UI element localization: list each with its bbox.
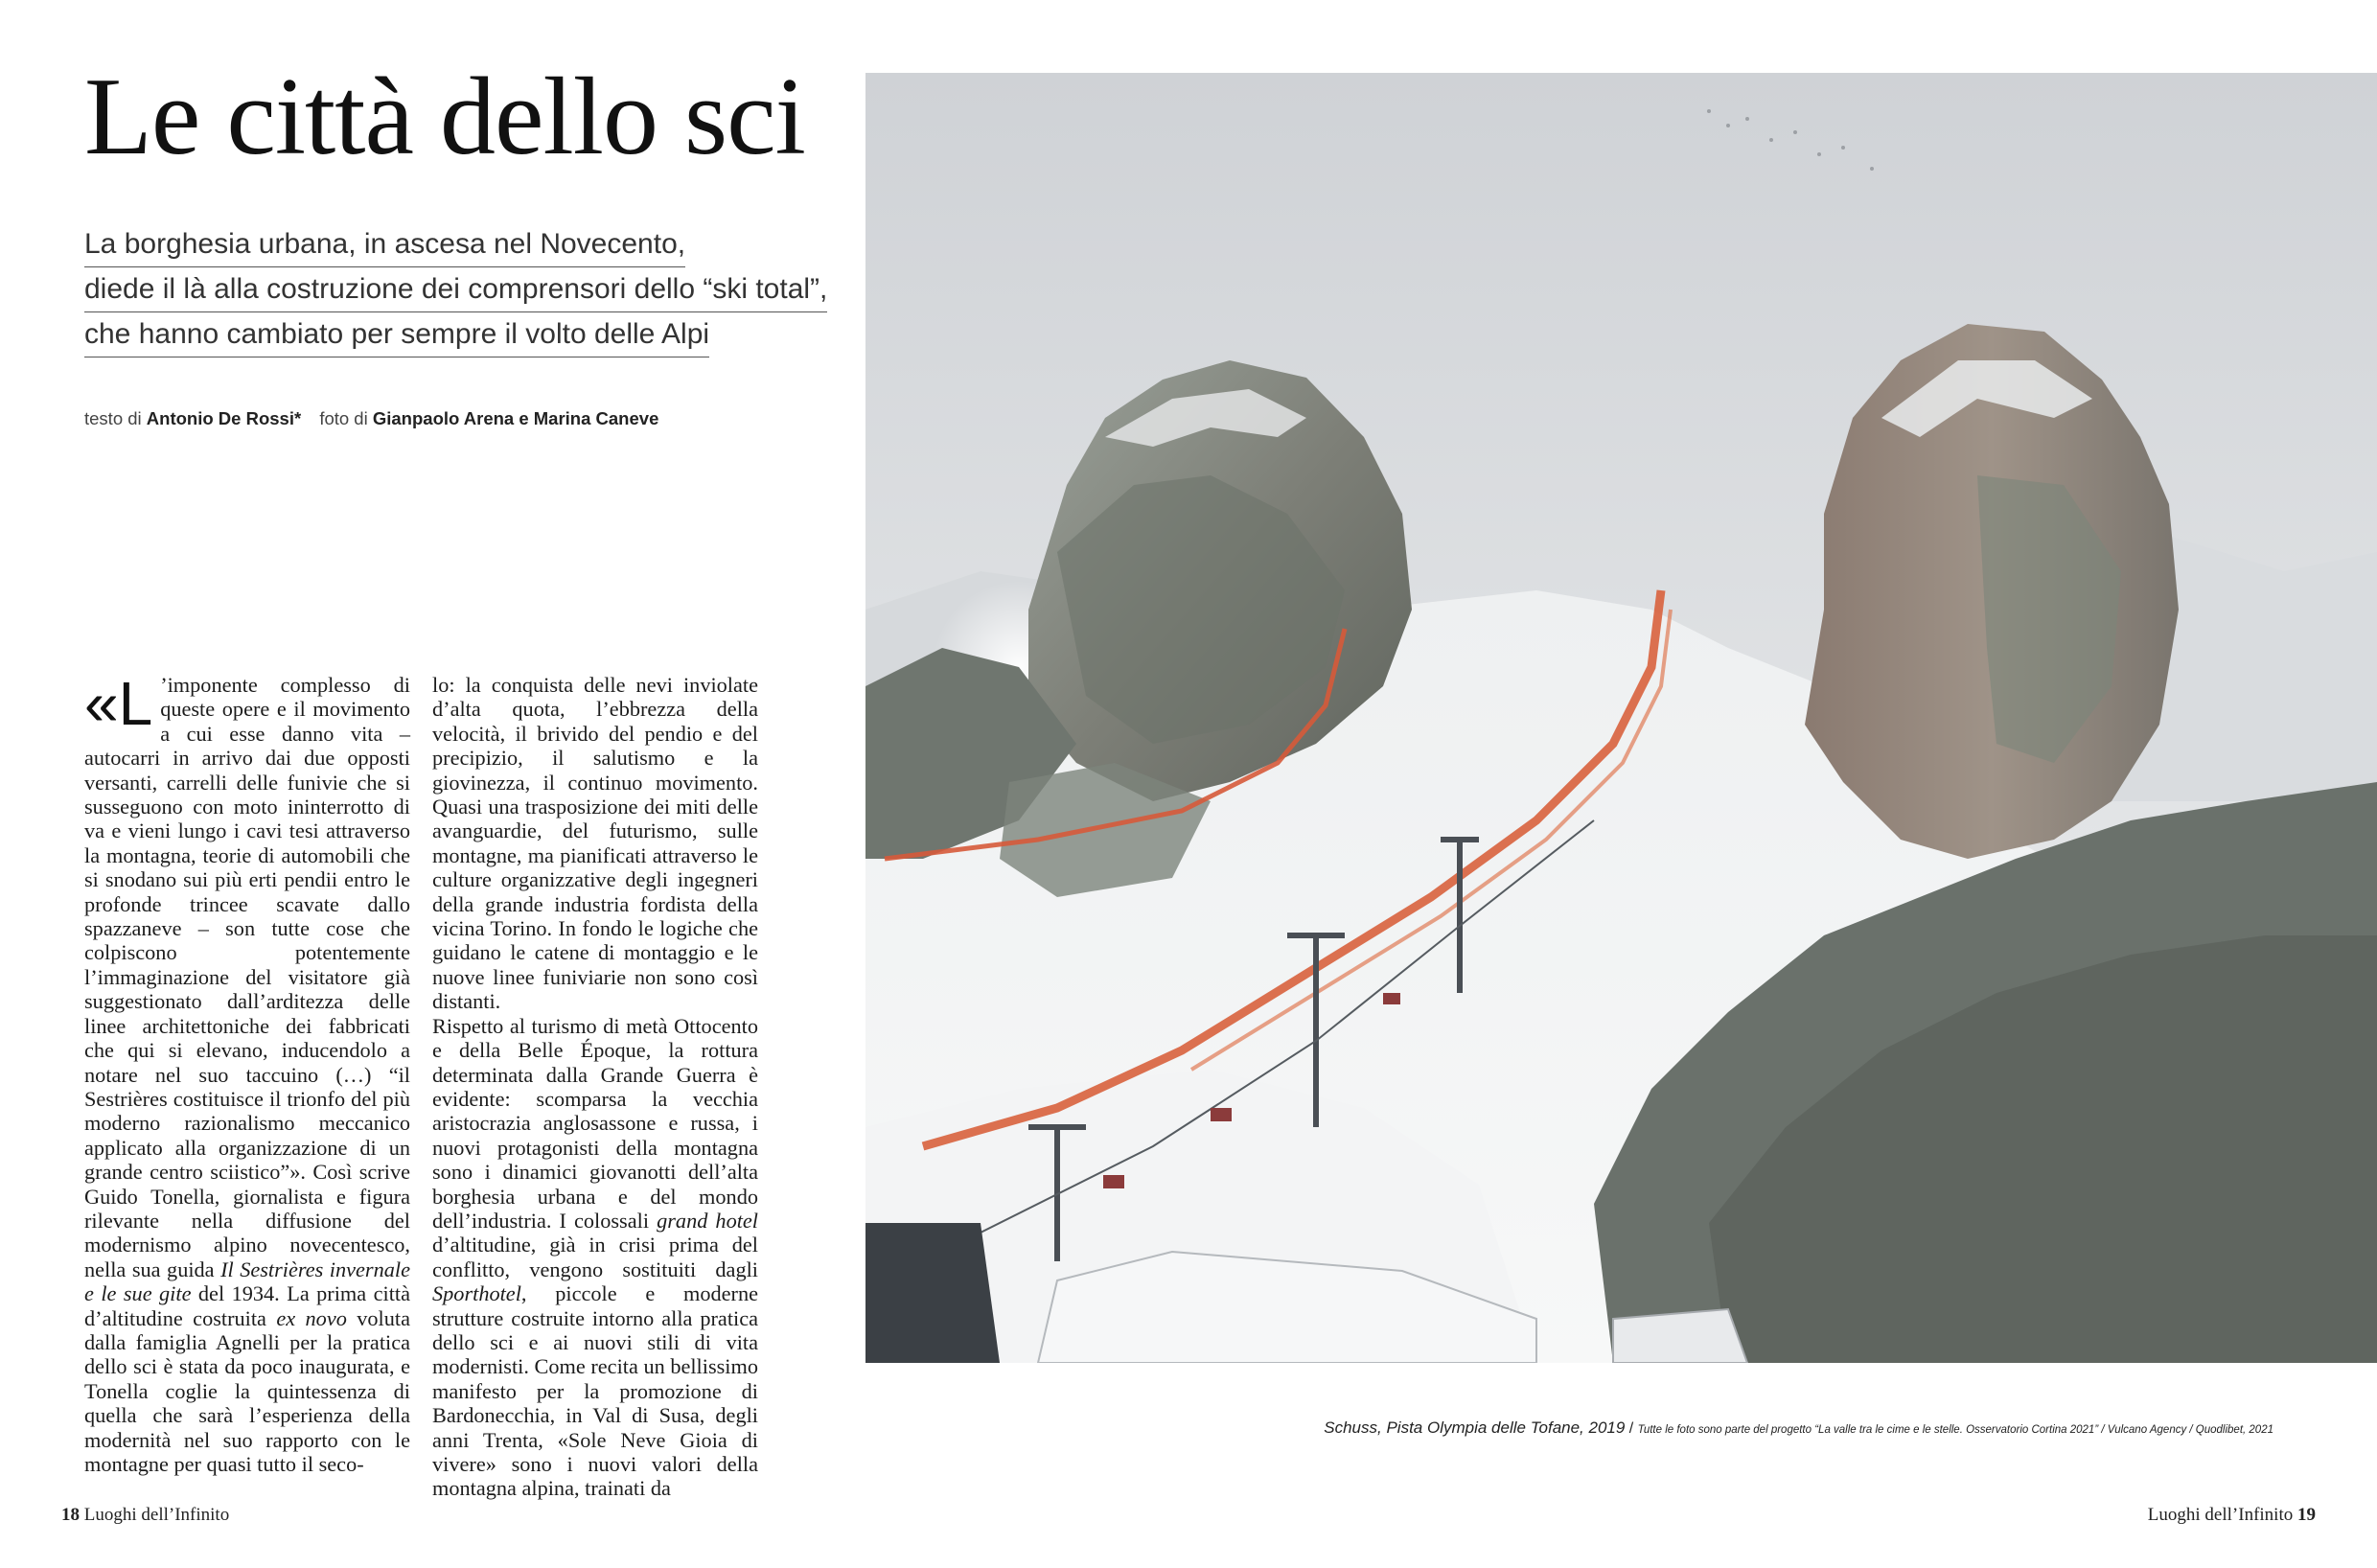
- folio-left: [61, 1505, 229, 1526]
- magazine-name: Luoghi dell’Infinito: [2147, 1505, 2294, 1525]
- drop-cap: «L: [84, 669, 153, 738]
- body-paragraph: «L ’imponente complesso di queste opere e il movimento a cui esse danno vita – autocarri in arrivo dai due opposti versanti, carrelli delle funivie che si susseguono con moto ininterrotto di va e vieni lungo i cavi tesi attraverso la montagna, teorie di automobili che si snodano sui più erti pendii entro le profonde trincee scavate dallo spazzaneve – son tutte cose che colpiscono potentemente l’immaginazione del visitatore già suggestionato dall’arditezza delle linee architettoniche dei fabbricati che qui si elevano, inducendolo a notare nel suo taccuino (…) “il Sestrières costituisce il trionfo del più moderno razionalismo meccanico applicato alla organizzazione di un grande centro sciistico”». Così scrive Guido Tonella, giornalista e figura rilevante nella diffusione del modernismo alpino novecentesco, nella sua guida Il Sestrières invernale e le sue gite del 1934. La prima città d’altitudine costruita ex novo voluta dalla famiglia Agnelli per la pratica dello sci è stata da poco inaugurata, e Tonella coglie la quintessenza di quella che sarà l’esperienza della modernità nel suo rapporto con le montagne per quasi tutto il seco-: [84, 669, 410, 1476]
- photographers-name: Gianpaolo Arena e Marina Caneve: [372, 408, 659, 428]
- article-subtitle: [84, 222, 870, 357]
- body-paragraph: lo: la conquista delle nevi inviolate d’alta quota, l’ebbrezza della velocità, il brivido del pendio e del precipizio, il salutismo e la giovinezza, il continuo movimento. Quasi una trasposizione dei miti delle avanguardie, del futurismo, sulle montagne, ma pianificati attraverso le culture organizzative degli ingegneri della grande industria fordista della vicina Torino. In fondo le logiche che guidano le catene di montaggio e le nuove linee funiviarie non sono così distanti.: [432, 673, 758, 1014]
- photo-credit-label: foto di: [319, 408, 368, 428]
- folio-right: [2148, 1505, 2316, 1526]
- article-title: Le città dello sci: [84, 56, 805, 178]
- article-credits: [84, 408, 870, 429]
- body-column-1: [84, 669, 410, 1476]
- body-column-2: [432, 673, 758, 1501]
- subtitle-line: che hanno cambiato per sempre il volto delle Alpi: [84, 312, 709, 357]
- photo-caption: [1324, 1418, 2273, 1438]
- ski-slope-photo: [865, 73, 2377, 1363]
- page-number: 19: [2297, 1505, 2316, 1525]
- body-paragraph: Rispetto al turismo di metà Ottocento e della Belle Époque, la rottura determinata dalla Grande Guerra è evidente: scomparsa la vecchia aristocrazia anglosassone e russa, i nuovi protagonisti della montagna sono i dinamici giovanotti dell’alta borghesia urbana e del mondo dell’industria. I colossali grand hotel d’altitudine, già in crisi prima del conflitto, vengono sostituiti dagli Sporthotel, piccole e moderne strutture costruite intorno alla pratica dello sci e ai nuovi stili di vita modernisti. Come recita un bellissimo manifesto per la promozione di Bardonecchia, in Val di Susa, degli anni Trenta, «Sole Neve Gioia di vivere» sono i nuovi valori della montagna alpina, trainati da: [432, 1013, 759, 1501]
- page-number: 18: [61, 1505, 80, 1525]
- magazine-name: Luoghi dell’Infinito: [83, 1505, 230, 1525]
- subtitle-line: La borghesia urbana, in ascesa nel Novecento,: [84, 222, 685, 267]
- author-name: Antonio De Rossi*: [146, 408, 302, 428]
- caption-separator: /: [1625, 1420, 1638, 1437]
- photo-illustration: [865, 73, 2377, 1363]
- caption-title: Schuss, Pista Olympia delle Tofane, 2019: [1324, 1418, 1626, 1437]
- subtitle-line: diede il là alla costruzione dei comprensori dello “ski total”,: [84, 267, 827, 312]
- caption-note: Tutte le foto sono parte del progetto “La valle tra le cime e le stelle. Osservatorio Cortina 2021” / Vulcano Agency / Quodlibet, 2021: [1637, 1424, 2273, 1436]
- text-credit-label: testo di: [84, 408, 142, 428]
